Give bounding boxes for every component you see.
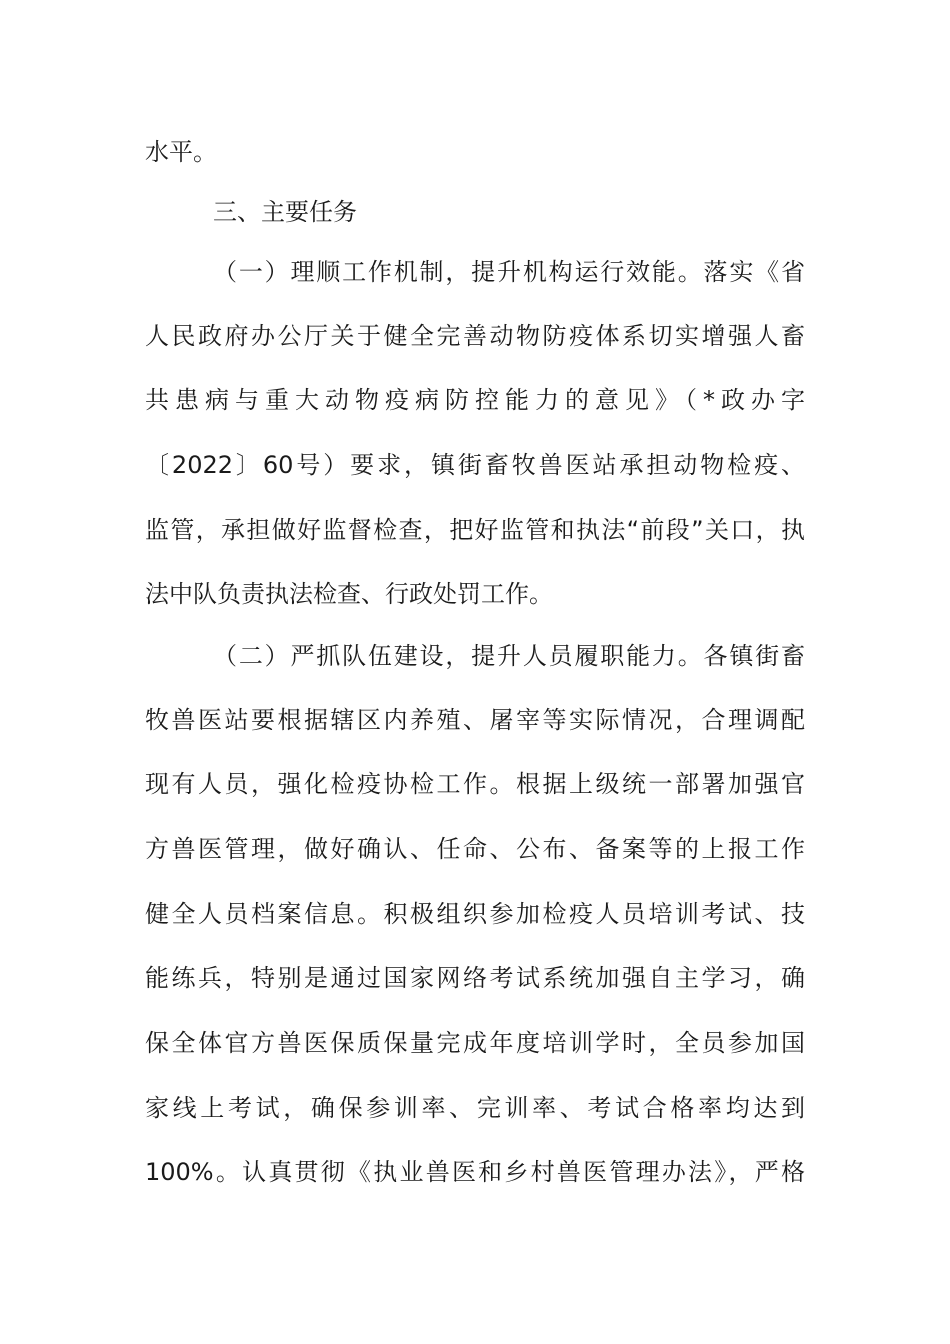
paragraph-2-line-3: 现有人员，强化检疫协检工作。根据上级统一部署加强官 <box>145 770 805 798</box>
paragraph-2-line-4: 方兽医管理，做好确认、任命、公布、备案等的上报工作 <box>145 835 805 863</box>
paragraph-1-line-6: 法中队负责执法检查、行政处罚工作。 <box>145 580 553 608</box>
paragraph-2-line-1: （二）严抓队伍建设，提升人员履职能力。各镇街畜 <box>213 642 805 670</box>
paragraph-2-line-5: 健全人员档案信息。积极组织参加检疫人员培训考试、技 <box>145 900 805 928</box>
paragraph-1-line-3: 共患病与重大动物疫病防控能力的意见》（*政办字 <box>145 386 805 414</box>
paragraph-2-line-8: 家线上考试，确保参训率、完训率、考试合格率均达到 <box>145 1094 805 1122</box>
paragraph-2-line-2: 牧兽医站要根据辖区内养殖、屠宰等实际情况，合理调配 <box>145 706 805 734</box>
paragraph-2-line-6: 能练兵，特别是通过国家网络考试系统加强自主学习，确 <box>145 964 805 992</box>
paragraph-1-line-4: 〔2022〕60号）要求，镇街畜牧兽医站承担动物检疫、 <box>145 451 805 479</box>
paragraph-1-line-5: 监管，承担做好监督检查，把好监管和执法“前段”关口，执 <box>145 516 805 544</box>
paragraph-2-line-7: 保全体官方兽医保质保量完成年度培训学时，全员参加国 <box>145 1029 805 1057</box>
paragraph-end-line: 水平。 <box>145 138 217 166</box>
paragraph-1-line-2: 人民政府办公厅关于健全完善动物防疫体系切实增强人畜 <box>145 322 805 350</box>
section-heading: 三、主要任务 <box>213 198 357 226</box>
paragraph-1-line-1: （一）理顺工作机制，提升机构运行效能。落实《省 <box>213 258 805 286</box>
paragraph-2-line-9: 100%。认真贯彻《执业兽医和乡村兽医管理办法》，严格 <box>145 1158 805 1186</box>
